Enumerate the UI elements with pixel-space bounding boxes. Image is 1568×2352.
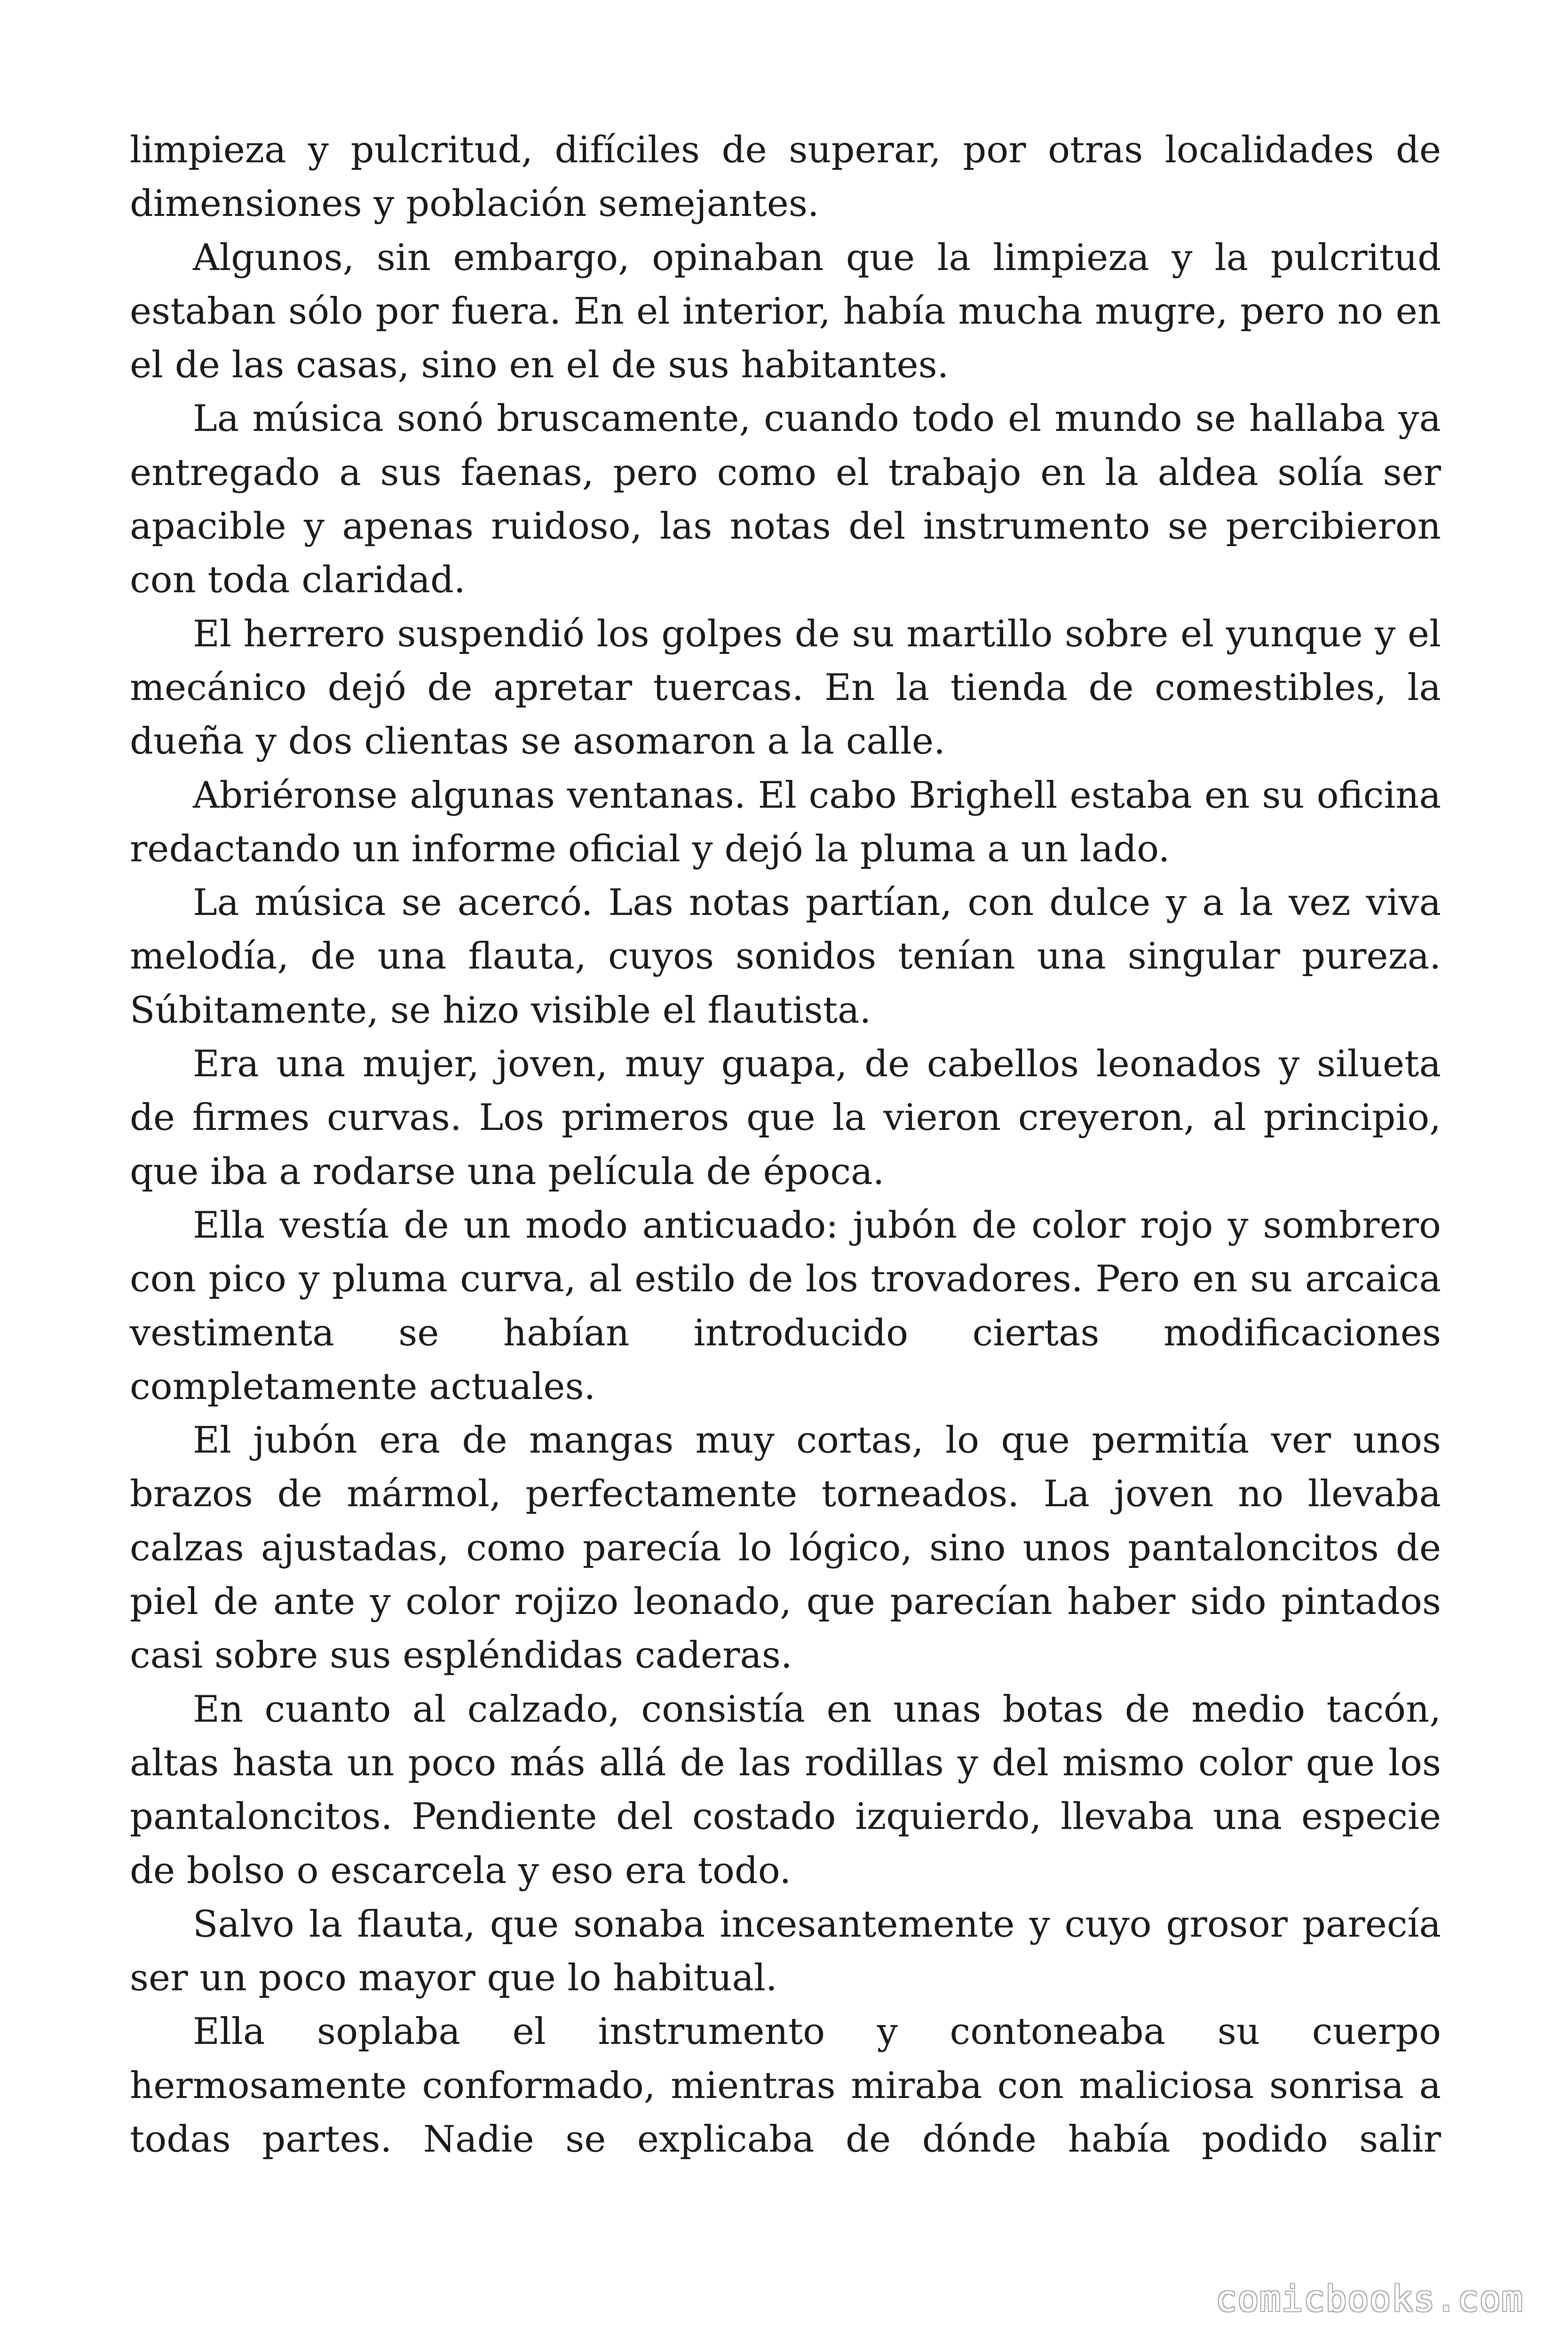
watermark: comicbooks.com — [1215, 2278, 1523, 2320]
paragraph: El jubón era de mangas muy cortas, lo que permitía ver unos brazos de mármol, perfectamente torneados. La joven no llevaba calzas ajustadas, como parecía lo lógico, sino unos pantaloncitos de piel de ante y color rojizo leonado, que parecían haber sido pintados casi sobre sus espléndidas caderas. — [130, 1419, 1441, 1677]
paragraph: La música se acercó. Las notas partían, con dulce y a la vez viva melodía, de una flauta, cuyos sonidos tenían una singular pureza. Súbitamente, se hizo visible el flautista. — [130, 882, 1441, 1032]
paragraph: Abriéronse algunas ventanas. El cabo Brighell estaba en su oficina redactando un informe oficial y dejó la pluma a un lado. — [130, 774, 1441, 870]
paragraph: Era una mujer, joven, muy guapa, de cabellos leonados y silueta de firmes curvas. Los primeros que la vieron creyeron, al principio, que iba a rodarse una película de época. — [130, 1043, 1441, 1193]
paragraph-continued: Ella soplaba el instrumento y contoneaba su cuerpo hermosamente conformado, mientras miraba con maliciosa sonrisa a todas partes. Nadie se explicaba de dónde había podido salir — [130, 2010, 1441, 2161]
paragraph: Salvo la flauta, que sonaba incesantemente y cuyo grosor parecía ser un poco mayor que lo habitual. — [130, 1903, 1441, 2000]
paragraph: limpieza y pulcritud, difíciles de superar, por otras localidades de dimensiones y población semejantes. — [130, 129, 1441, 225]
paragraph: Algunos, sin embargo, opinaban que la limpieza y la pulcritud estaban sólo por fuera. En el interior, había mucha mugre, pero no en el de las casas, sino en el de sus habitantes. — [130, 236, 1441, 387]
book-page-text — [130, 123, 1441, 2166]
paragraph: En cuanto al calzado, consistía en unas botas de medio tacón, altas hasta un poco más allá de las rodillas y del mismo color que los pantaloncitos. Pendiente del costado izquierdo, llevaba una especie de bolso o escarcela y eso era todo. — [130, 1688, 1441, 1892]
paragraph: El herrero suspendió los golpes de su martillo sobre el yunque y el mecánico dejó de apretar tuercas. En la tienda de comestibles, la dueña y dos clientas se asomaron a la calle. — [130, 612, 1441, 763]
paragraph: La música sonó bruscamente, cuando todo el mundo se hallaba ya entregado a sus faenas, pero como el trabajo en la aldea solía ser apacible y apenas ruidoso, las notas del instrumento se percibieron con toda claridad. — [130, 397, 1441, 602]
paragraph: Ella vestía de un modo anticuado: jubón de color rojo y sombrero con pico y pluma curva, al estilo de los trovadores. Pero en su arcaica vestimenta se habían introducido ciertas modificaciones completamente actuales. — [130, 1204, 1441, 1408]
